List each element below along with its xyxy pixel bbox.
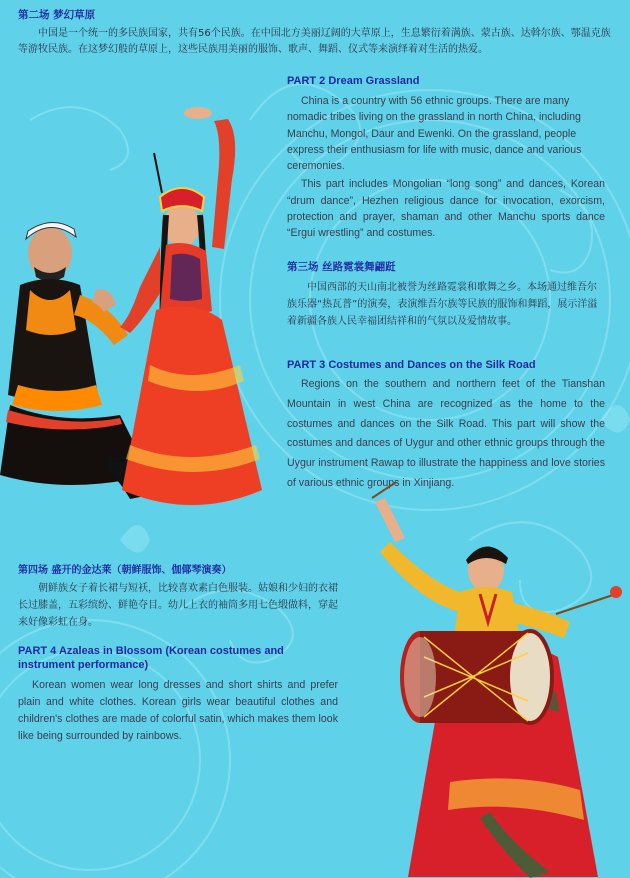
section3-body-en: Regions on the southern and northern feet of the Tianshan Mountain in west China are recognized as the home to the costumes and dances on the Silk Road. This part will show the costumes and dances of Uygur and other ethnic groups through the Uygur instrument Rawap to illustrate the happiness and love stories of various ethnic groups in Xinjiang. — [287, 378, 605, 489]
section2-en-block — [287, 75, 605, 242]
section4-cn-block — [18, 561, 338, 631]
korean-drum-dancer-photo — [360, 482, 630, 878]
section3-body-cn: 中国西部的天山南北被誉为丝路霓裳和歌舞之乡。本场通过维吾尔族乐器“热瓦普”的演奏，表演维吾尔族等民族的服饰和舞蹈，展示洋溢着新疆各族人民幸福团结祥和的气氛以及爱情故事。 — [287, 282, 598, 327]
section3-heading-cn: 第三场 丝路霓裳舞翩跹 — [287, 261, 396, 273]
korean-drum — [400, 631, 552, 723]
section4-heading-cn: 第四场 盛开的金达莱（朝鲜服饰、伽倻琴演奏） — [18, 565, 232, 576]
section2-body-en-1: China is a country with 56 ethnic groups. There are many nomadic tribes living on the grassland in north China, including Manchu, Mongol, Daur and Ewenki. On the grassland, people express their enthusiasm for life with music, dance and various ceremonies. — [287, 95, 582, 173]
section2-heading-cn: 第二场 梦幻草原 — [18, 9, 96, 21]
section2-heading-en: PART 2 Dream Grassland — [287, 75, 420, 87]
section2-body-cn: 中国是一个统一的多民族国家，共有56个民族。在中国北方美丽辽阔的大草原上，生息繁衍着满族、蒙古族、达斡尔族、鄂温克族等游牧民族。在这梦幻般的草原上，这些民族用美丽的服饰、歌声、舞蹈、仪式等来演绎着对生活的热爱。 — [18, 28, 611, 55]
section4-heading-en-line1: PART 4 Azaleas in Blossom (Korean costumes and — [18, 645, 284, 657]
section4-en-block — [18, 645, 338, 745]
section2-cn-block — [18, 7, 614, 58]
female-dancer-figure — [120, 107, 262, 505]
section4-body-en: Korean women wear long dresses and short shirts and prefer plain and white clothes. Korean girls wear beautiful clothes and children's clothes are made of colorful satin, which makes them look like being surrounded by rainbows. — [18, 679, 338, 742]
section3-cn-block — [287, 259, 605, 330]
uygur-dancers-photo — [0, 105, 280, 515]
section4-heading-en-line2: instrument performance) — [18, 659, 149, 671]
section2-body-en-2: This part includes Mongolian “long song” and dances, Korean “drum dance”, Hezhen religious dance for invocation, exorcism, protection and prayer, shaman and other Manchu sports dance “Ergui wrestling” and costumes. — [287, 178, 605, 240]
section3-en-block — [287, 359, 605, 494]
section3-heading-en: PART 3 Costumes and Dances on the Silk Road — [287, 359, 536, 371]
section4-body-cn: 朝鲜族女子着长裙与短袄，比较喜欢素白色服装。姑娘和少妇的衣裙长过膝盖，五彩缤纷、鲜艳夺目。幼儿上衣的袖筒多用七色缎做料，穿起来好像彩虹在身。 — [18, 583, 338, 628]
